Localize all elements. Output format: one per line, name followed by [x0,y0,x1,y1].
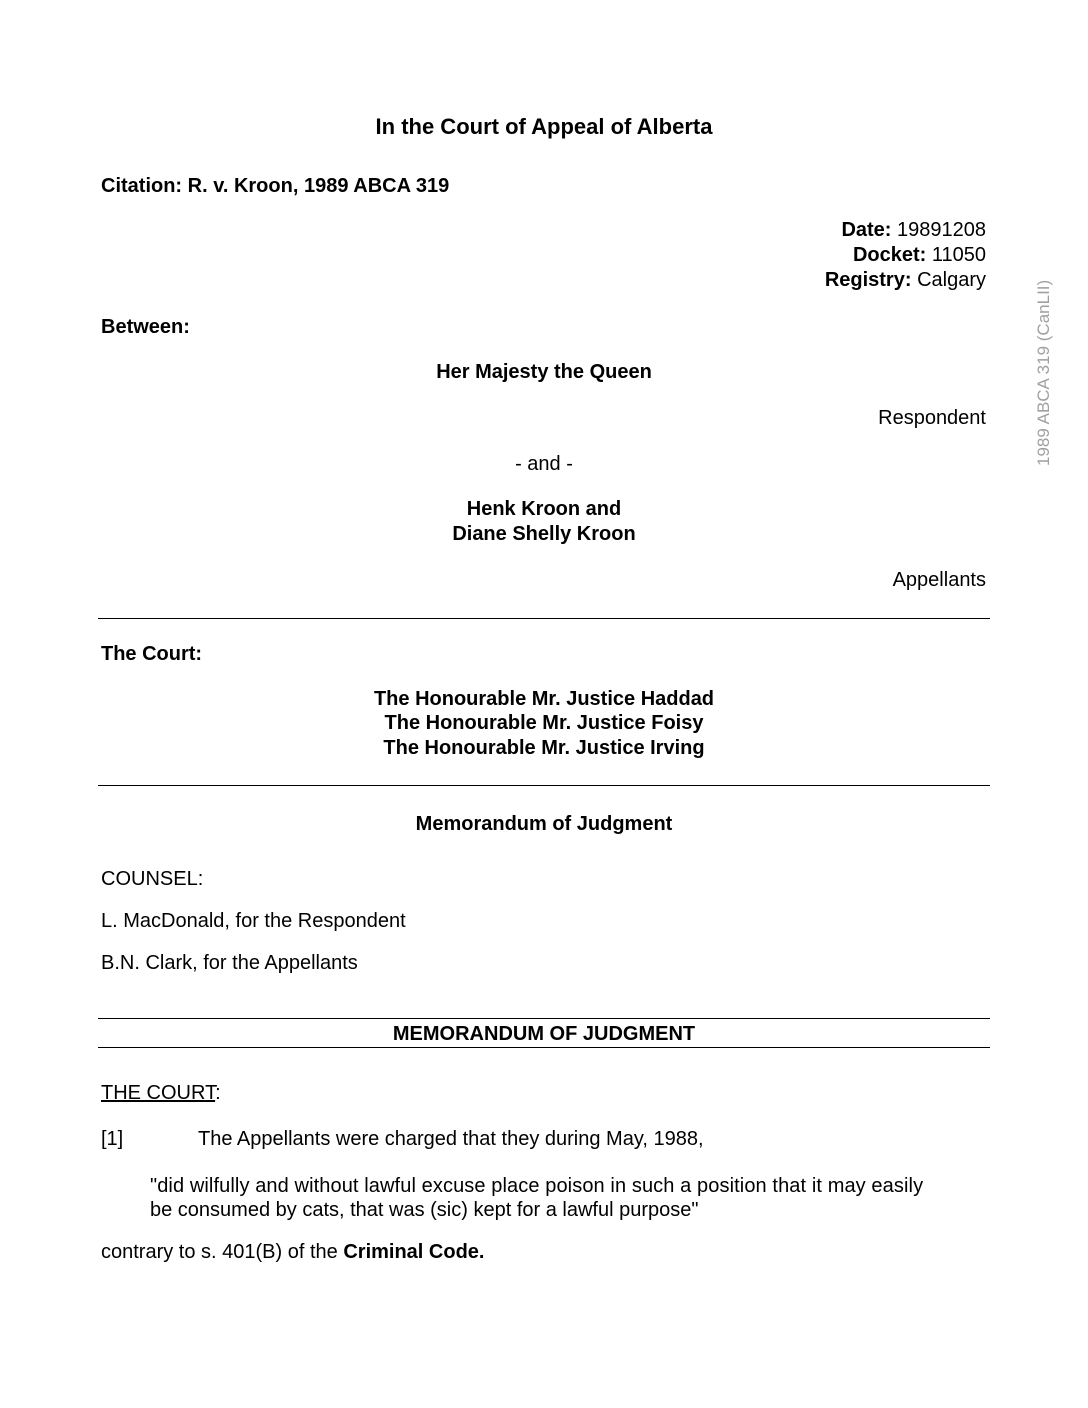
docket-line [853,244,986,267]
between-label: Between: [101,316,190,338]
court-title: In the Court of Appeal of Alberta [375,114,713,139]
role-respondent: Respondent [878,407,986,429]
contrary-text: contrary to s. 401(B) of the [101,1241,344,1263]
date-label: Date: [841,219,892,241]
contrary-line [101,1241,484,1264]
date-value: 19891208 [897,219,986,241]
the-court-colon: : [215,1082,221,1104]
party-appellant-line2: Diane Shelly Kroon [452,523,636,545]
judge-3: The Honourable Mr. Justice Irving [383,737,705,759]
docket-value: 11050 [931,244,986,266]
judge-2: The Honourable Mr. Justice Foisy [384,712,704,734]
counsel-respondent: L. MacDonald, for the Respondent [101,910,406,932]
divider-2 [98,785,990,786]
divider-3-top [98,1018,990,1019]
paragraph-number: [1] [101,1128,124,1150]
date-line [841,219,986,242]
the-court-underlined: THE COURT [101,1082,216,1104]
registry-line [825,269,986,292]
the-court-label [101,1082,221,1105]
judgment-heading: MEMORANDUM OF JUDGMENT [392,1023,696,1045]
and-separator: - and - [515,453,573,475]
counsel-label: COUNSEL: [101,868,204,890]
criminal-code: Criminal Code. [343,1241,485,1263]
counsel-appellants: B.N. Clark, for the Appellants [101,952,358,974]
judge-1: The Honourable Mr. Justice Haddad [373,688,715,710]
paragraph-text: The Appellants were charged that they during May, 1988, [198,1128,704,1150]
registry-label: Registry: [824,269,912,291]
registry-value: Calgary [917,269,986,291]
divider-3-bottom [98,1047,990,1048]
quote-line-2: be consumed by cats, that was (sic) kept for a lawful purpose" [150,1199,699,1221]
role-appellants: Appellants [892,569,986,591]
docket-label: Docket: [852,244,927,266]
quote-line-1: "did wilfully and without lawful excuse place poison in such a position that it may easily [150,1175,924,1197]
party-respondent: Her Majesty the Queen [436,361,652,383]
divider-1 [98,618,990,619]
citation: Citation: R. v. Kroon, 1989 ABCA 319 [101,175,450,197]
party-appellant-line1: Henk Kroon and [466,498,622,520]
judgment-subtitle: Memorandum of Judgment [415,813,673,835]
side-citation-note: 1989 ABCA 319 (CanLII) [1034,279,1053,466]
court-panel-label: The Court: [101,643,203,665]
